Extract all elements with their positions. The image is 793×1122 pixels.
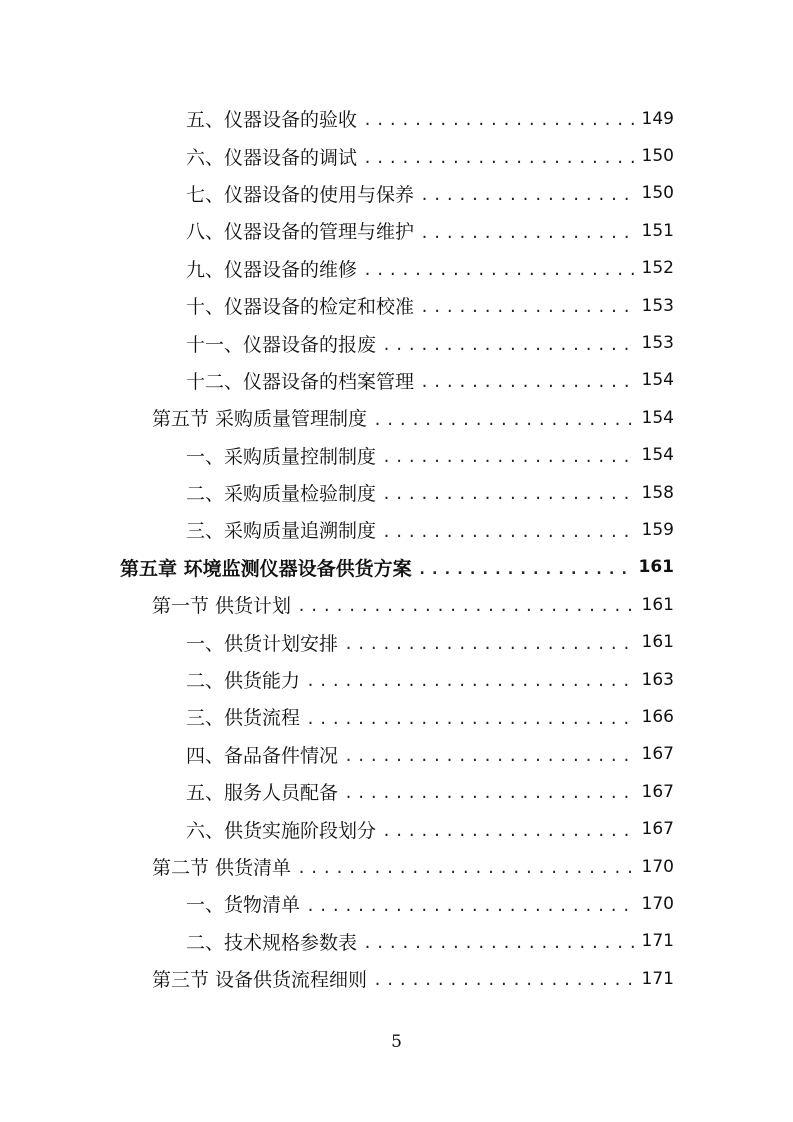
- toc-entry-title: 二、技术规格参数表: [186, 931, 358, 954]
- toc-entry[interactable]: [0, 137, 793, 174]
- toc-entry-page-number: 170: [641, 856, 674, 877]
- toc-entry[interactable]: [0, 549, 793, 586]
- page-number: 5: [391, 1032, 402, 1052]
- toc-entry[interactable]: [0, 100, 793, 137]
- toc-entry-page-number: 150: [641, 146, 674, 167]
- toc-entry[interactable]: [0, 661, 793, 698]
- toc-entry-title: 三、采购质量追溯制度: [186, 520, 377, 543]
- toc-entry-title: 八、仪器设备的管理与维护: [186, 221, 415, 244]
- toc-entry-page-number: 153: [641, 295, 674, 316]
- toc-entry-title: 第三节 设备供货流程细则: [152, 969, 368, 992]
- toc-dot-leader: [344, 635, 636, 661]
- toc-entry-title: 第二节 供货清单: [152, 857, 292, 879]
- toc-entry[interactable]: [0, 175, 793, 212]
- toc-entry-page-number: 170: [641, 893, 674, 914]
- toc-entry[interactable]: [0, 474, 793, 511]
- toc-entry-page-number: 171: [641, 968, 674, 989]
- toc-entry-title: 第一节 供货计划: [152, 595, 292, 618]
- toc-entry-title: 第五节 采购质量管理制度: [152, 408, 368, 431]
- toc-entry-page-number: 167: [641, 781, 674, 802]
- toc-dot-leader: [420, 373, 636, 399]
- toc-dot-leader: [363, 111, 636, 137]
- toc-entry-title: 四、备品备件情况: [186, 744, 339, 767]
- toc-dot-leader: [306, 672, 636, 698]
- toc-entry-title: 三、供货流程: [186, 707, 301, 730]
- toc-entry-title: 九、仪器设备的维修: [186, 258, 358, 281]
- toc-entry[interactable]: [0, 848, 793, 885]
- toc-dot-leader: [420, 298, 636, 324]
- toc-entry-page-number: 159: [641, 519, 674, 540]
- toc-dot-leader: [420, 186, 636, 212]
- toc-entry-title: 七、仪器设备的使用与保养: [186, 183, 415, 206]
- toc-dot-leader: [297, 859, 636, 885]
- toc-entry-title: 六、仪器设备的调试: [186, 146, 358, 169]
- toc-entry-page-number: 154: [641, 370, 674, 391]
- toc-entry-title: 一、采购质量控制制度: [186, 445, 377, 468]
- toc-entry[interactable]: [0, 773, 793, 810]
- toc-entry[interactable]: [0, 736, 793, 773]
- toc-entry-page-number: 154: [641, 445, 674, 466]
- toc-dot-leader: [373, 411, 636, 437]
- toc-entry-title: 十、仪器设备的检定和校准: [186, 296, 415, 319]
- toc-entry-page-number: 151: [641, 220, 674, 241]
- toc-entry-page-number: 150: [641, 183, 674, 204]
- toc-dot-leader: [420, 224, 636, 250]
- toc-entry-page-number: 167: [641, 819, 674, 840]
- toc-dot-leader: [306, 710, 636, 736]
- toc-entry-page-number: 161: [641, 632, 674, 653]
- toc-entry[interactable]: [0, 960, 793, 997]
- toc-dot-leader: [297, 597, 636, 623]
- toc-dot-leader: [306, 897, 636, 923]
- toc-dot-leader: [382, 523, 636, 549]
- toc-entry-title: 十一、仪器设备的报废: [186, 333, 377, 356]
- toc-entry[interactable]: [0, 399, 793, 436]
- toc-entry-title: 二、采购质量检验制度: [186, 483, 377, 506]
- table-of-contents: [0, 100, 793, 997]
- toc-entry[interactable]: [0, 437, 793, 474]
- toc-entry-page-number: 158: [641, 482, 674, 503]
- toc-entry[interactable]: [0, 324, 793, 361]
- toc-dot-leader: [418, 560, 633, 586]
- toc-entry-title: 五、服务人员配备: [186, 782, 339, 805]
- toc-dot-leader: [373, 971, 636, 997]
- toc-entry[interactable]: [0, 623, 793, 660]
- toc-dot-leader: [363, 261, 636, 287]
- toc-entry[interactable]: [0, 885, 793, 922]
- toc-entry-title: 十二、仪器设备的档案管理: [186, 370, 415, 393]
- toc-entry-page-number: 167: [641, 744, 674, 765]
- toc-entry[interactable]: [0, 923, 793, 960]
- toc-dot-leader: [382, 448, 636, 474]
- toc-entry-page-number: 149: [641, 108, 674, 129]
- toc-entry-page-number: 154: [641, 407, 674, 428]
- toc-entry[interactable]: [0, 810, 793, 847]
- toc-dot-leader: [382, 485, 636, 511]
- toc-entry-title: 二、供货能力: [186, 670, 301, 693]
- toc-dot-leader: [382, 336, 636, 362]
- toc-dot-leader: [382, 822, 636, 848]
- toc-entry-page-number: 153: [641, 333, 674, 354]
- toc-entry[interactable]: [0, 511, 793, 548]
- toc-entry[interactable]: [0, 362, 793, 399]
- toc-entry-title: 五、仪器设备的验收: [186, 109, 358, 132]
- toc-entry-title: 第五章 环境监测仪器设备供货方案: [120, 557, 412, 580]
- toc-entry-page-number: 166: [641, 706, 674, 727]
- toc-entry-page-number: 152: [641, 258, 674, 279]
- toc-entry[interactable]: [0, 287, 793, 324]
- toc-dot-leader: [344, 784, 636, 810]
- toc-entry-page-number: 161: [641, 594, 674, 615]
- toc-entry-title: 一、货物清单: [186, 894, 301, 917]
- toc-entry[interactable]: [0, 250, 793, 287]
- toc-entry-title: 六、供货实施阶段划分: [186, 819, 377, 842]
- toc-dot-leader: [363, 934, 636, 960]
- toc-entry[interactable]: [0, 698, 793, 735]
- toc-dot-leader: [344, 747, 636, 773]
- toc-entry-title: 一、供货计划安排: [186, 632, 339, 655]
- toc-entry[interactable]: [0, 212, 793, 249]
- toc-entry-page-number: 171: [641, 931, 674, 952]
- toc-entry-page-number: 163: [641, 669, 674, 690]
- toc-entry-page-number: 161: [638, 557, 674, 578]
- toc-dot-leader: [363, 149, 636, 175]
- toc-entry[interactable]: [0, 586, 793, 623]
